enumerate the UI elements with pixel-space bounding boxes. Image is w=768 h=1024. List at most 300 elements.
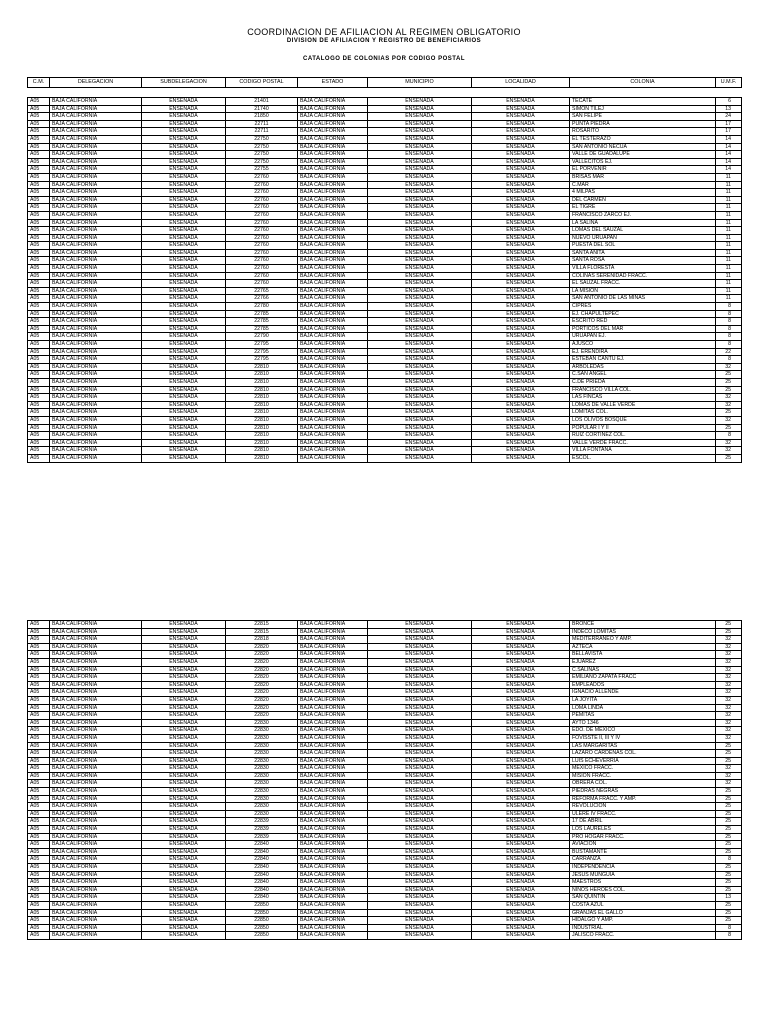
delegacion-cell: BAJA CALIFORNIA	[50, 439, 142, 447]
estado-cell: BAJA CALIFORNIA	[298, 204, 368, 212]
delegacion-cell: BAJA CALIFORNIA	[50, 696, 142, 704]
estado-cell: BAJA CALIFORNIA	[298, 727, 368, 735]
cm-cell: A05	[28, 280, 50, 288]
cm-cell: A05	[28, 257, 50, 265]
localidad-cell: ENSENADA	[472, 341, 570, 349]
codigo-postal-cell: 22760	[226, 234, 298, 242]
estado-cell: BAJA CALIFORNIA	[298, 98, 368, 106]
estado-cell: BAJA CALIFORNIA	[298, 143, 368, 151]
cm-cell: A05	[28, 757, 50, 765]
codigo-postal-cell: 22850	[226, 901, 298, 909]
cm-cell: A05	[28, 249, 50, 257]
municipio-cell: ENSENADA	[368, 356, 472, 364]
municipio-cell: ENSENADA	[368, 348, 472, 356]
codigo-postal-cell: 22760	[226, 257, 298, 265]
delegacion-cell: BAJA CALIFORNIA	[50, 105, 142, 113]
delegacion-cell: BAJA CALIFORNIA	[50, 879, 142, 887]
localidad-cell: ENSENADA	[472, 181, 570, 189]
umf-cell: 8	[716, 333, 742, 341]
delegacion-cell: BAJA CALIFORNIA	[50, 712, 142, 720]
subdelegacion-cell: ENSENADA	[142, 257, 226, 265]
delegacion-cell: BAJA CALIFORNIA	[50, 143, 142, 151]
estado-cell: BAJA CALIFORNIA	[298, 864, 368, 872]
localidad-cell: ENSENADA	[472, 394, 570, 402]
localidad-cell: ENSENADA	[472, 894, 570, 902]
codigo-postal-cell: 22810	[226, 447, 298, 455]
cm-cell: A05	[28, 409, 50, 417]
municipio-cell: ENSENADA	[368, 196, 472, 204]
municipio-cell: ENSENADA	[368, 143, 472, 151]
localidad-cell: ENSENADA	[472, 788, 570, 796]
colonia-cell: ESCRITO RED	[570, 318, 716, 326]
municipio-cell: ENSENADA	[368, 864, 472, 872]
table-row	[28, 181, 742, 189]
cm-cell: A05	[28, 272, 50, 280]
codigo-postal-cell: 22810	[226, 386, 298, 394]
estado-cell: BAJA CALIFORNIA	[298, 909, 368, 917]
estado-cell: BAJA CALIFORNIA	[298, 818, 368, 826]
table-row	[28, 303, 742, 311]
table-row	[28, 689, 742, 697]
colonia-cell: EL TIGRE	[570, 204, 716, 212]
estado-cell: BAJA CALIFORNIA	[298, 447, 368, 455]
estado-cell: BAJA CALIFORNIA	[298, 234, 368, 242]
delegacion-cell: BAJA CALIFORNIA	[50, 128, 142, 136]
delegacion-cell: BAJA CALIFORNIA	[50, 173, 142, 181]
localidad-cell: ENSENADA	[472, 249, 570, 257]
codigo-postal-cell: 22760	[226, 211, 298, 219]
subdelegacion-cell: ENSENADA	[142, 689, 226, 697]
estado-cell: BAJA CALIFORNIA	[298, 249, 368, 257]
cm-cell: A05	[28, 234, 50, 242]
estado-cell: BAJA CALIFORNIA	[298, 439, 368, 447]
subdelegacion-cell: ENSENADA	[142, 879, 226, 887]
municipio-cell: ENSENADA	[368, 416, 472, 424]
codigo-postal-cell: 22810	[226, 409, 298, 417]
localidad-cell: ENSENADA	[472, 227, 570, 235]
subdelegacion-cell: ENSENADA	[142, 734, 226, 742]
subdelegacion-cell: ENSENADA	[142, 219, 226, 227]
table-row	[28, 341, 742, 349]
umf-cell: 11	[716, 181, 742, 189]
colonia-cell: PORTICOS DEL MAR	[570, 325, 716, 333]
umf-cell: 25	[716, 628, 742, 636]
table-row	[28, 272, 742, 280]
municipio-cell: ENSENADA	[368, 151, 472, 159]
table-row	[28, 666, 742, 674]
colonia-cell: AYTO 1346	[570, 719, 716, 727]
table-row	[28, 712, 742, 720]
subdelegacion-cell: ENSENADA	[142, 242, 226, 250]
subdelegacion-cell: ENSENADA	[142, 386, 226, 394]
cm-cell: A05	[28, 864, 50, 872]
estado-cell: BAJA CALIFORNIA	[298, 757, 368, 765]
delegacion-cell: BAJA CALIFORNIA	[50, 864, 142, 872]
umf-cell: 11	[716, 227, 742, 235]
estado-cell: BAJA CALIFORNIA	[298, 356, 368, 364]
localidad-cell: ENSENADA	[472, 734, 570, 742]
codigo-postal-cell: 22795	[226, 348, 298, 356]
municipio-cell: ENSENADA	[368, 666, 472, 674]
colonia-cell: EMILIANO ZAPATA FRACC	[570, 674, 716, 682]
subdelegacion-cell: ENSENADA	[142, 795, 226, 803]
cm-cell: A05	[28, 704, 50, 712]
codigo-postal-cell: 22750	[226, 158, 298, 166]
localidad-cell: ENSENADA	[472, 265, 570, 273]
colonia-cell: MISION FRACC.	[570, 772, 716, 780]
municipio-cell: ENSENADA	[368, 848, 472, 856]
table-row	[28, 447, 742, 455]
estado-cell: BAJA CALIFORNIA	[298, 901, 368, 909]
cm-cell: A05	[28, 447, 50, 455]
colonia-cell: SIMON TILEJ	[570, 105, 716, 113]
estado-cell: BAJA CALIFORNIA	[298, 113, 368, 121]
table-row	[28, 219, 742, 227]
municipio-cell: ENSENADA	[368, 894, 472, 902]
localidad-cell: ENSENADA	[472, 727, 570, 735]
delegacion-cell: BAJA CALIFORNIA	[50, 416, 142, 424]
codigo-postal-cell: 22840	[226, 864, 298, 872]
municipio-cell: ENSENADA	[368, 674, 472, 682]
codigo-postal-cell: 22830	[226, 734, 298, 742]
codigo-postal-cell: 22760	[226, 173, 298, 181]
colonia-cell: PEMITAS	[570, 712, 716, 720]
umf-cell: 25	[716, 386, 742, 394]
table-row	[28, 234, 742, 242]
table-row	[28, 143, 742, 151]
subdelegacion-cell: ENSENADA	[142, 826, 226, 834]
codigo-postal-cell: 22850	[226, 909, 298, 917]
localidad-cell: ENSENADA	[472, 795, 570, 803]
subdelegacion-cell: ENSENADA	[142, 727, 226, 735]
codigo-postal-cell: 22810	[226, 432, 298, 440]
codigo-postal-cell: 22760	[226, 227, 298, 235]
cm-cell: A05	[28, 189, 50, 197]
municipio-cell: ENSENADA	[368, 788, 472, 796]
subdelegacion-cell: ENSENADA	[142, 439, 226, 447]
table-row	[28, 348, 742, 356]
table-row	[28, 780, 742, 788]
delegacion-cell: BAJA CALIFORNIA	[50, 651, 142, 659]
colonia-cell: POPULAR I Y II	[570, 424, 716, 432]
subdelegacion-cell: ENSENADA	[142, 643, 226, 651]
subdelegacion-cell: ENSENADA	[142, 98, 226, 106]
umf-cell: 25	[716, 424, 742, 432]
estado-cell: BAJA CALIFORNIA	[298, 432, 368, 440]
table-row	[28, 363, 742, 371]
codigo-postal-cell: 22760	[226, 196, 298, 204]
delegacion-cell: BAJA CALIFORNIA	[50, 386, 142, 394]
estado-cell: BAJA CALIFORNIA	[298, 689, 368, 697]
umf-cell: 11	[716, 219, 742, 227]
localidad-cell: ENSENADA	[472, 833, 570, 841]
delegacion-cell: BAJA CALIFORNIA	[50, 917, 142, 925]
cm-cell: A05	[28, 628, 50, 636]
subdelegacion-cell: ENSENADA	[142, 249, 226, 257]
cm-cell: A05	[28, 871, 50, 879]
delegacion-cell: BAJA CALIFORNIA	[50, 295, 142, 303]
codigo-postal-cell: 22810	[226, 416, 298, 424]
subdelegacion-cell: ENSENADA	[142, 424, 226, 432]
municipio-cell: ENSENADA	[368, 651, 472, 659]
municipio-cell: ENSENADA	[368, 219, 472, 227]
estado-cell: BAJA CALIFORNIA	[298, 219, 368, 227]
cm-cell: A05	[28, 416, 50, 424]
umf-cell: 25	[716, 742, 742, 750]
cm-cell: A05	[28, 227, 50, 235]
umf-cell: 14	[716, 143, 742, 151]
umf-cell: 14	[716, 158, 742, 166]
subdelegacion-cell: ENSENADA	[142, 696, 226, 704]
subdelegacion-cell: ENSENADA	[142, 227, 226, 235]
umf-cell: 32	[716, 416, 742, 424]
subdelegacion-cell: ENSENADA	[142, 196, 226, 204]
colonia-cell: BRISAS MAR	[570, 173, 716, 181]
municipio-cell: ENSENADA	[368, 166, 472, 174]
colonia-cell: LAS FINCAS	[570, 394, 716, 402]
municipio-cell: ENSENADA	[368, 734, 472, 742]
localidad-cell: ENSENADA	[472, 189, 570, 197]
cm-cell: A05	[28, 98, 50, 106]
umf-cell: 24	[716, 113, 742, 121]
estado-cell: BAJA CALIFORNIA	[298, 924, 368, 932]
table-row	[28, 227, 742, 235]
localidad-cell: ENSENADA	[472, 219, 570, 227]
delegacion-cell: BAJA CALIFORNIA	[50, 371, 142, 379]
table-row	[28, 409, 742, 417]
codigo-postal-cell: 22830	[226, 719, 298, 727]
delegacion-cell: BAJA CALIFORNIA	[50, 310, 142, 318]
subdelegacion-cell: ENSENADA	[142, 704, 226, 712]
localidad-cell: ENSENADA	[472, 401, 570, 409]
subdelegacion-cell: ENSENADA	[142, 204, 226, 212]
codigo-postal-cell: 22840	[226, 879, 298, 887]
delegacion-cell: BAJA CALIFORNIA	[50, 841, 142, 849]
municipio-cell: ENSENADA	[368, 272, 472, 280]
colonia-cell: REFORMA FRACC. Y AMP.	[570, 795, 716, 803]
localidad-cell: ENSENADA	[472, 151, 570, 159]
subdelegacion-cell: ENSENADA	[142, 211, 226, 219]
estado-cell: BAJA CALIFORNIA	[298, 211, 368, 219]
umf-cell: 25	[716, 803, 742, 811]
colonia-cell: RUIZ CORTINEZ COL.	[570, 432, 716, 440]
umf-cell: 32	[716, 681, 742, 689]
table-row	[28, 826, 742, 834]
estado-cell: BAJA CALIFORNIA	[298, 166, 368, 174]
codigo-postal-cell: 22755	[226, 166, 298, 174]
municipio-cell: ENSENADA	[368, 818, 472, 826]
subdelegacion-cell: ENSENADA	[142, 651, 226, 659]
delegacion-cell: BAJA CALIFORNIA	[50, 234, 142, 242]
delegacion-cell: BAJA CALIFORNIA	[50, 674, 142, 682]
colonia-cell: ESCOL.	[570, 454, 716, 462]
municipio-cell: ENSENADA	[368, 704, 472, 712]
codigo-postal-cell: 22810	[226, 371, 298, 379]
codigo-postal-cell: 22760	[226, 242, 298, 250]
codigo-postal-cell: 22766	[226, 295, 298, 303]
delegacion-cell: BAJA CALIFORNIA	[50, 788, 142, 796]
subdelegacion-cell: ENSENADA	[142, 378, 226, 386]
codigo-postal-cell: 22810	[226, 363, 298, 371]
subdelegacion-cell: ENSENADA	[142, 325, 226, 333]
delegacion-cell: BAJA CALIFORNIA	[50, 658, 142, 666]
estado-cell: BAJA CALIFORNIA	[298, 303, 368, 311]
municipio-cell: ENSENADA	[368, 189, 472, 197]
table-row	[28, 674, 742, 682]
municipio-cell: ENSENADA	[368, 105, 472, 113]
codigo-postal-cell: 22760	[226, 181, 298, 189]
municipio-cell: ENSENADA	[368, 803, 472, 811]
cm-cell: A05	[28, 803, 50, 811]
codigo-postal-cell: 22780	[226, 303, 298, 311]
delegacion-cell: BAJA CALIFORNIA	[50, 886, 142, 894]
localidad-cell: ENSENADA	[472, 280, 570, 288]
estado-cell: BAJA CALIFORNIA	[298, 841, 368, 849]
municipio-cell: ENSENADA	[368, 401, 472, 409]
localidad-cell: ENSENADA	[472, 242, 570, 250]
localidad-cell: ENSENADA	[472, 173, 570, 181]
delegacion-cell: BAJA CALIFORNIA	[50, 151, 142, 159]
codigo-postal-cell: 22830	[226, 795, 298, 803]
delegacion-cell: BAJA CALIFORNIA	[50, 704, 142, 712]
subdelegacion-cell: ENSENADA	[142, 454, 226, 462]
colonia-cell: VILLA FLORESTA	[570, 265, 716, 273]
colonia-cell: COLINAS SERENIDAD FRACC.	[570, 272, 716, 280]
municipio-cell: ENSENADA	[368, 636, 472, 644]
table-row	[28, 378, 742, 386]
municipio-cell: ENSENADA	[368, 128, 472, 136]
localidad-cell: ENSENADA	[472, 105, 570, 113]
estado-cell: BAJA CALIFORNIA	[298, 719, 368, 727]
estado-cell: BAJA CALIFORNIA	[298, 894, 368, 902]
codigo-postal-cell: 22820	[226, 658, 298, 666]
colonia-cell: C.SAN ANGEL	[570, 371, 716, 379]
estado-cell: BAJA CALIFORNIA	[298, 742, 368, 750]
codigo-postal-cell: 22840	[226, 871, 298, 879]
colonia-cell: EJUAREZ	[570, 658, 716, 666]
delegacion-cell: BAJA CALIFORNIA	[50, 409, 142, 417]
table-row	[28, 416, 742, 424]
subdelegacion-cell: ENSENADA	[142, 303, 226, 311]
umf-cell: 8	[716, 318, 742, 326]
localidad-cell: ENSENADA	[472, 826, 570, 834]
col-header-cm: C.M.	[28, 78, 50, 88]
umf-cell: 32	[716, 439, 742, 447]
municipio-cell: ENSENADA	[368, 295, 472, 303]
subdelegacion-cell: ENSENADA	[142, 416, 226, 424]
delegacion-cell: BAJA CALIFORNIA	[50, 628, 142, 636]
cm-cell: A05	[28, 917, 50, 925]
estado-cell: BAJA CALIFORNIA	[298, 348, 368, 356]
municipio-cell: ENSENADA	[368, 439, 472, 447]
codigo-postal-cell: 22830	[226, 750, 298, 758]
umf-cell: 25	[716, 833, 742, 841]
colonia-cell: HIDALGO Y AMP.	[570, 917, 716, 925]
codigo-postal-cell: 22760	[226, 272, 298, 280]
subdelegacion-cell: ENSENADA	[142, 909, 226, 917]
estado-cell: BAJA CALIFORNIA	[298, 621, 368, 629]
subdelegacion-cell: ENSENADA	[142, 128, 226, 136]
localidad-cell: ENSENADA	[472, 772, 570, 780]
municipio-cell: ENSENADA	[368, 901, 472, 909]
colonia-cell: AJUSCO	[570, 341, 716, 349]
cm-cell: A05	[28, 886, 50, 894]
delegacion-cell: BAJA CALIFORNIA	[50, 325, 142, 333]
umf-cell: 25	[716, 378, 742, 386]
umf-cell: 32	[716, 704, 742, 712]
delegacion-cell: BAJA CALIFORNIA	[50, 681, 142, 689]
colonia-cell: INDECO LOMITAS	[570, 628, 716, 636]
umf-cell: 32	[716, 363, 742, 371]
subdelegacion-cell: ENSENADA	[142, 348, 226, 356]
umf-cell: 11	[716, 249, 742, 257]
col-header-delegacion: DELEGACION	[50, 78, 142, 88]
umf-cell: 13	[716, 894, 742, 902]
cm-cell: A05	[28, 795, 50, 803]
table-row	[28, 696, 742, 704]
codigo-postal-cell: 22795	[226, 341, 298, 349]
umf-cell: 11	[716, 242, 742, 250]
municipio-cell: ENSENADA	[368, 696, 472, 704]
umf-cell: 8	[716, 856, 742, 864]
codigo-postal-cell: 22820	[226, 651, 298, 659]
codigo-postal-cell: 22830	[226, 765, 298, 773]
municipio-cell: ENSENADA	[368, 173, 472, 181]
umf-cell: 11	[716, 196, 742, 204]
table-row	[28, 401, 742, 409]
municipio-cell: ENSENADA	[368, 879, 472, 887]
umf-cell: 32	[716, 651, 742, 659]
localidad-cell: ENSENADA	[472, 689, 570, 697]
colonia-cell: VILLA FONTANA	[570, 447, 716, 455]
municipio-cell: ENSENADA	[368, 265, 472, 273]
delegacion-cell: BAJA CALIFORNIA	[50, 135, 142, 143]
colonia-cell: MEDITERRANEO Y AMP.	[570, 636, 716, 644]
cm-cell: A05	[28, 310, 50, 318]
table-row	[28, 886, 742, 894]
colonia-cell: EL TESTERAZO	[570, 135, 716, 143]
cm-cell: A05	[28, 841, 50, 849]
codigo-postal-cell: 22785	[226, 318, 298, 326]
cm-cell: A05	[28, 113, 50, 121]
codigo-postal-cell: 22839	[226, 833, 298, 841]
umf-cell: 25	[716, 864, 742, 872]
localidad-cell: ENSENADA	[472, 628, 570, 636]
colonia-cell: PUESTA DEL SOL	[570, 242, 716, 250]
subdelegacion-cell: ENSENADA	[142, 189, 226, 197]
colonia-cell: EDO. DE MEXICO	[570, 727, 716, 735]
delegacion-cell: BAJA CALIFORNIA	[50, 249, 142, 257]
estado-cell: BAJA CALIFORNIA	[298, 416, 368, 424]
cm-cell: A05	[28, 378, 50, 386]
codigo-postal-cell: 22711	[226, 120, 298, 128]
municipio-cell: ENSENADA	[368, 772, 472, 780]
cm-cell: A05	[28, 719, 50, 727]
umf-cell: 8	[716, 325, 742, 333]
cm-cell: A05	[28, 856, 50, 864]
codigo-postal-cell: 22850	[226, 932, 298, 940]
municipio-cell: ENSENADA	[368, 780, 472, 788]
municipio-cell: ENSENADA	[368, 120, 472, 128]
municipio-cell: ENSENADA	[368, 181, 472, 189]
colonias-table-block-1	[27, 97, 742, 463]
subdelegacion-cell: ENSENADA	[142, 341, 226, 349]
delegacion-cell: BAJA CALIFORNIA	[50, 447, 142, 455]
municipio-cell: ENSENADA	[368, 378, 472, 386]
estado-cell: BAJA CALIFORNIA	[298, 803, 368, 811]
cm-cell: A05	[28, 848, 50, 856]
delegacion-cell: BAJA CALIFORNIA	[50, 734, 142, 742]
